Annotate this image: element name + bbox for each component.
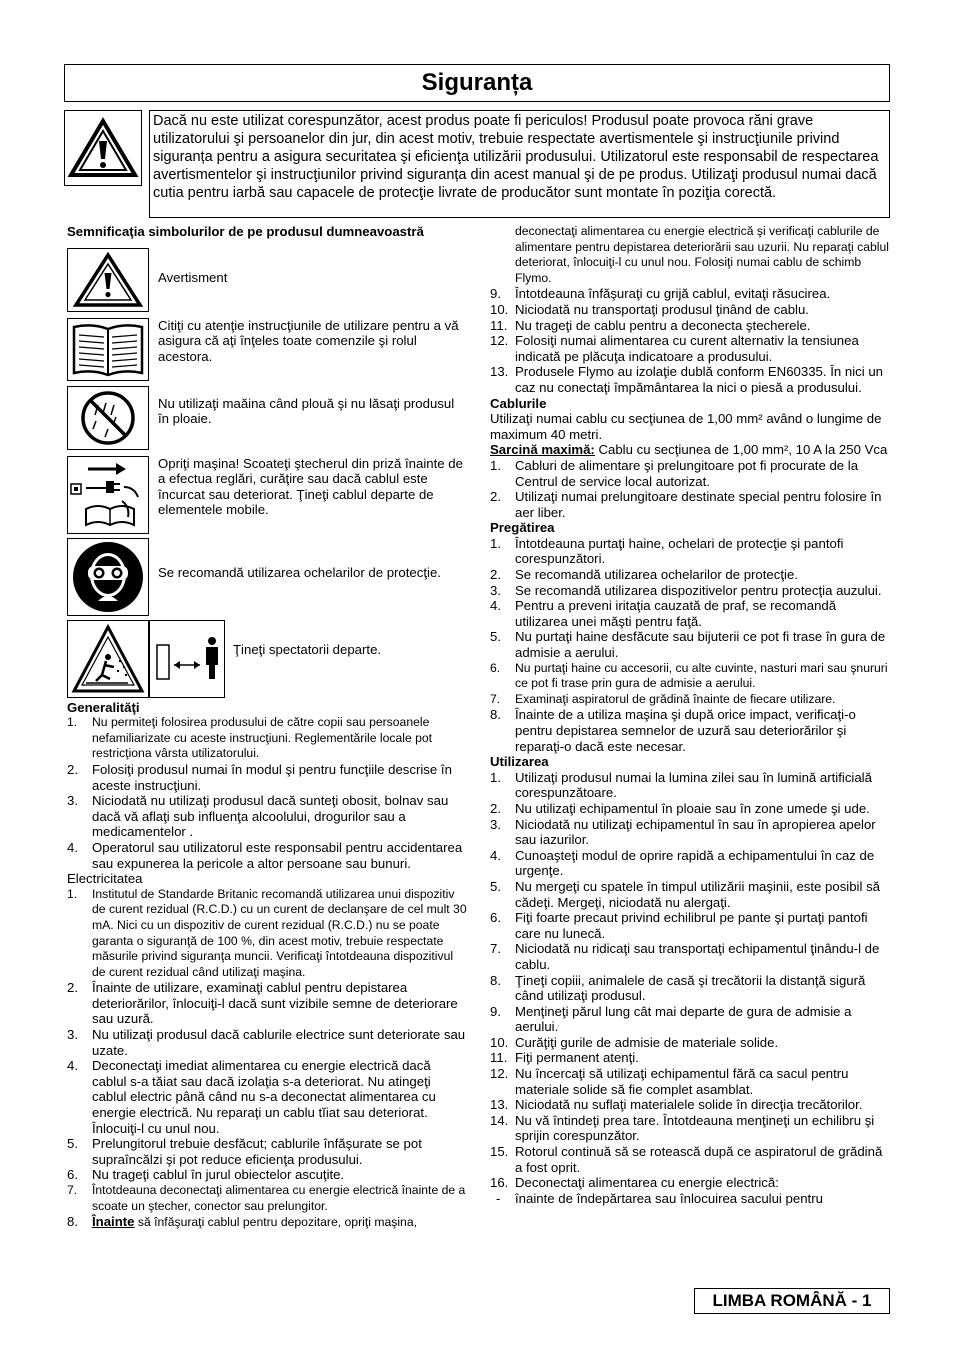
list-item: 4. Cunoaşteţi modul de oprire rapidă a echipamentului în caz de urgenţe. <box>490 847 875 879</box>
list-item: 8. Ţineţi copiii, animalele de casă şi trecătorii la distanţă sigură când utilizaţi produsul. <box>490 972 866 1004</box>
electricity-heading: Electricitatea <box>67 871 143 887</box>
debris-warning-icon <box>67 620 149 698</box>
list-item: 1. Institutul de Standarde Britanic recomandă utilizarea unui dispozitiv de curent rezidual (R.C.D.) cu un curent de declanşare de cel mult 30 mA. Nici cu un dispozitiv de curent rezidual (R.C.D.) nu se poate garanta o siguranţă de 100 %, din acest motiv, trebuie respectate măsurile privind siguranţa muncii. Verificaţi întotdeauna dispozitivul de curent rezidual când utilizaţi maşina. <box>67 886 467 979</box>
list-item: 2. Utilizaţi numai prelungitoare destinate special pentru folosire în aer liber. <box>490 489 882 520</box>
list-item: 4. Pentru a preveni iritaţia cauzată de praf, se recomandă utilizarea unei măşti pentru faţă. <box>490 598 837 629</box>
list-item: 5. Nu mergeţi cu spatele în timpul utilizării maşinii, este posibil să cădeţi. Mergeţi, niciodată nu alergaţi. <box>490 878 881 910</box>
warning-triangle-icon <box>67 248 149 312</box>
usage-list <box>490 770 890 1207</box>
cables-list <box>490 458 890 520</box>
usage-heading: Utilizarea <box>490 754 549 770</box>
symbol-row <box>67 248 467 318</box>
page-footer-language: LIMBA ROMÂNĂ - 1 <box>694 1288 890 1314</box>
left-column <box>67 224 467 1231</box>
warning-triangle-icon <box>64 110 142 186</box>
symbol-text: Nu utilizaţi maăina când plouă şi nu lăsaţi produsul în ploaie. <box>158 395 455 427</box>
list-item: 2. Înainte de utilizare, examinaţi cablul pentru depistarea deteriorărilor, înlocuiţi-l dacă sunt vizibile semne de deteriorare sau uzură. <box>67 980 458 1027</box>
list-item: 5. Prelungitorul trebuie desfăcut; cablurile înfăşurate se pot supraîncălzi şi pot reduce eficienţa produsului. <box>67 1136 422 1167</box>
list-item: 13. Produsele Flymo au izolaţie dublă conform EN60335. În nici un caz nu conectaţi împământarea la nici o piesă a produsului. <box>490 364 883 395</box>
list-item: 10. Niciodată nu transportaţi produsul ţinând de cablu. <box>490 301 809 317</box>
no-rain-icon <box>67 386 149 450</box>
right-column <box>490 224 890 1206</box>
list-item: 12. Folosiţi numai alimentarea cu curent alternativ la tensiunea indicată pe plăcuţa indicatoare a produsului. <box>490 333 859 364</box>
list-item: 4. Deconectaţi imediat alimentarea cu energie electrică dacă cablul s-a tăiat sau dacă izolaţia s-a deteriorat. Nu atingeţi cablul electric până când nu s-a deconectat alimentarea cu energie electrică. Nu reparaţi un cablu tĭiat sau deteriorat. Înlocuiţi-l cu unul nou. <box>67 1058 436 1136</box>
preparation-list <box>490 536 890 754</box>
symbol-text: Citiţi cu atenţie instrucţiunile de utilizare pentru a vă asigura că aţi înţeles toate comenzile şi rolul acestora. <box>158 317 459 364</box>
list-item: 16. Deconectaţi alimentarea cu energie electrică: <box>490 1175 779 1191</box>
list-item: 15. Rotorul continuă să se rotească după ce aspiratorul de grădină a fost oprit. <box>490 1144 883 1175</box>
list-item: 14. Nu vă întindeţi prea tare. Întotdeauna menţineţi un echilibru şi sprijin corespunzător. <box>490 1112 875 1144</box>
list-item: - înainte de îndepărtarea sau înlocuirea sacului pentru <box>496 1190 823 1206</box>
list-item: 8. Înainte de a utiliza maşina şi după orice impact, verificaţi-o pentru depistarea semnelor de uzură sau deteriorărilor şi reparaţi-o dacă este necesar. <box>490 707 856 754</box>
list-item: 3. Se recomandă utilizarea dispozitivelor pentru protecţia auzului. <box>490 582 882 598</box>
open-book-icon <box>67 318 149 381</box>
list-item: 3. Nu utilizaţi produsul dacă cablurile electrice sunt deteriorate sau uzate. <box>67 1027 466 1058</box>
list-item: 9. Menţineţi părul lung cât mai departe de gura de admisie a aerului. <box>490 1003 852 1035</box>
list-item: 10. Curăţiţi gurile de admisie de materiale solide. <box>490 1034 779 1050</box>
list-item: 6. Nu purtaţi haine cu accesorii, cu alte cuvinte, nasturi mari sau şnururi ce pot fi trase prin gura de admisie a aerului. <box>490 660 888 691</box>
page-title-box <box>64 64 890 102</box>
electricity-list-continued <box>490 224 890 396</box>
max-load-label: Sarcină maximă: <box>490 442 595 458</box>
list-item: 13. Niciodată nu suflaţi materialele solide în direcţia trecătorilor. <box>490 1097 863 1113</box>
safety-goggles-icon <box>67 538 149 616</box>
electricity-list <box>67 887 467 1231</box>
symbols-heading: Semnificaţia simbolurilor de pe produsul dumneavoastră <box>67 224 424 239</box>
list-item: 7. Niciodată nu ridicaţi sau transportaţi echipamentul ţinându-l de cablu. <box>490 941 880 972</box>
symbol-text: Ţineţi spectatorii departe. <box>233 641 382 657</box>
list-item: 12. Nu încercaţi să utilizaţi echipamentul fără ca sacul pentru materiale solide să fie complet asamblat. <box>490 1066 849 1097</box>
list-item: 2. Se recomandă utilizarea ochelarilor de protecţie. <box>490 567 798 583</box>
symbol-row <box>67 456 467 538</box>
list-item: 1. Nu permiteţi folosirea produsului de către copii sau persoanele nefamiliarizate cu aceste instrucţiuni. Reglementările locale pot restricţiona vârsta utilizatorului. <box>67 715 433 761</box>
max-load-text: Cablu cu secţiunea de 1,00 mm², 10 A la 250 Vca <box>594 442 888 458</box>
cables-heading: Cablurile <box>490 395 547 411</box>
list-item: 11. Nu trageţi de cablu pentru a deconecta ştecherele. <box>490 317 811 333</box>
intro-warning-text: Dacă nu este utilizat corespunzător, acest produs poate fi periculos! Produsul poate provoca răni grave utilizatorului şi persoanelor din jur, din acest motiv, trebuie respectate avertismentele şi instrucţiunile privind siguranța pentru a asigura securitatea şi eficienţa utilizării produsului. Utilizatorul este responsabil de respectarea avertismentelor şi instrucţiunilor privind siguranța din acest manual şi de pe produs. Utilizaţi produsul numai dacă cutia pentru iarbă sau capacele de protecţie livrate de producător sunt montate în poziţia corectă. <box>149 110 890 218</box>
symbol-row <box>67 386 467 456</box>
list-item: 1. Utilizaţi produsul numai la lumina zilei sau în lumină artificială corespunzătoare. <box>490 769 872 801</box>
symbol-row <box>67 538 467 620</box>
symbol-text: Opriţi maşina! Scoateţi ştecherul din priză înainte de a efectua reglări, curăţire sau dacă cablul este încurcat sau deteriorat. Ţineţi cablul departe de elementele mobile. <box>158 455 463 518</box>
general-list <box>67 715 467 871</box>
list-item: 2. Folosiţi produsul numai în modul şi pentru funcţiile descrise în aceste instrucţiuni. <box>67 761 452 793</box>
symbol-row <box>67 620 467 700</box>
symbol-text: Se recomandă utilizarea ochelarilor de protecţie. <box>158 564 441 580</box>
list-item: 4. Operatorul sau utilizatorul este responsabil pentru accidentarea sau expunerea la pericole a altor persoane sau bunuri. <box>67 839 463 871</box>
list-item: 1. Întotdeauna purtaţi haine, ochelari de protecţie şi pantofi corespunzători. <box>490 535 844 567</box>
unplug-icon <box>67 456 149 534</box>
bystanders-icon <box>149 620 225 698</box>
list-item: 7. Examinaţi aspiratorul de grădină înainte de fiecare utilizare. <box>490 691 836 706</box>
list-item: 11. Fiţi permanent atenţi. <box>490 1050 639 1066</box>
list-item: 1. Cabluri de alimentare şi prelungitoare pot fi procurate de la Centrul de service local autorizat. <box>490 457 859 489</box>
max-load <box>490 442 890 458</box>
symbol-text: Avertisment <box>158 269 228 285</box>
list-item: 6. Fiţi foarte precaut privind echilibrul pe pante şi purtaţi pantofi care nu lunecă. <box>490 910 868 941</box>
list-item: 6. Nu trageţi cablul în jurul obiectelor ascuţite. <box>67 1167 345 1183</box>
list-item: 8. Înainte să înfăşuraţi cablul pentru depozitare, opriţi maşina, <box>67 1214 417 1230</box>
preparation-heading: Pregătirea <box>490 520 555 536</box>
list-item: 9. Întotdeauna înfăşuraţi cu grijă cablul, evitaţi răsucirea. <box>490 286 831 302</box>
list-item: 3. Niciodată nu utilizaţi echipamentul în sau în apropierea apelor sau iazurilor. <box>490 816 876 848</box>
page-title: Siguranța <box>421 69 533 96</box>
list-item: 3. Niciodată nu utilizaţi produsul dacă sunteţi obosit, bolnav sau dacă vă aflaţi sub influenţa alcoolului, drogurilor sau a medicamentelor . <box>67 793 449 840</box>
general-heading: Generalităţi <box>67 699 140 715</box>
list-item: 7. Întotdeauna deconectaţi alimentarea cu energie electrică înainte de a scoate un ştecher, conector sau prelungitor. <box>67 1183 466 1213</box>
cables-text: Utilizaţi numai cablu cu secţiunea de 1,00 mm² având o lungime de maximum 40 metri. <box>490 411 882 442</box>
symbol-row <box>67 318 467 386</box>
list-item: 2. Nu utilizaţi echipamentul în ploaie sau în zone umede şi ude. <box>490 800 870 816</box>
list-item: 5. Nu purtaţi haine desfăcute sau bijuterii ce pot fi trase în gura de admisie a aerului. <box>490 629 886 661</box>
list-item-continued: deconectaţi alimentarea cu energie electrică şi verificaţi cablurile de alimentare pentru depistarea deteriorării sau uzurii. Nu reparaţi cablul deteriorat, înlocuiţi-l cu unul nou. Folosiţi numai cablu de schimb Flymo. <box>515 224 889 285</box>
